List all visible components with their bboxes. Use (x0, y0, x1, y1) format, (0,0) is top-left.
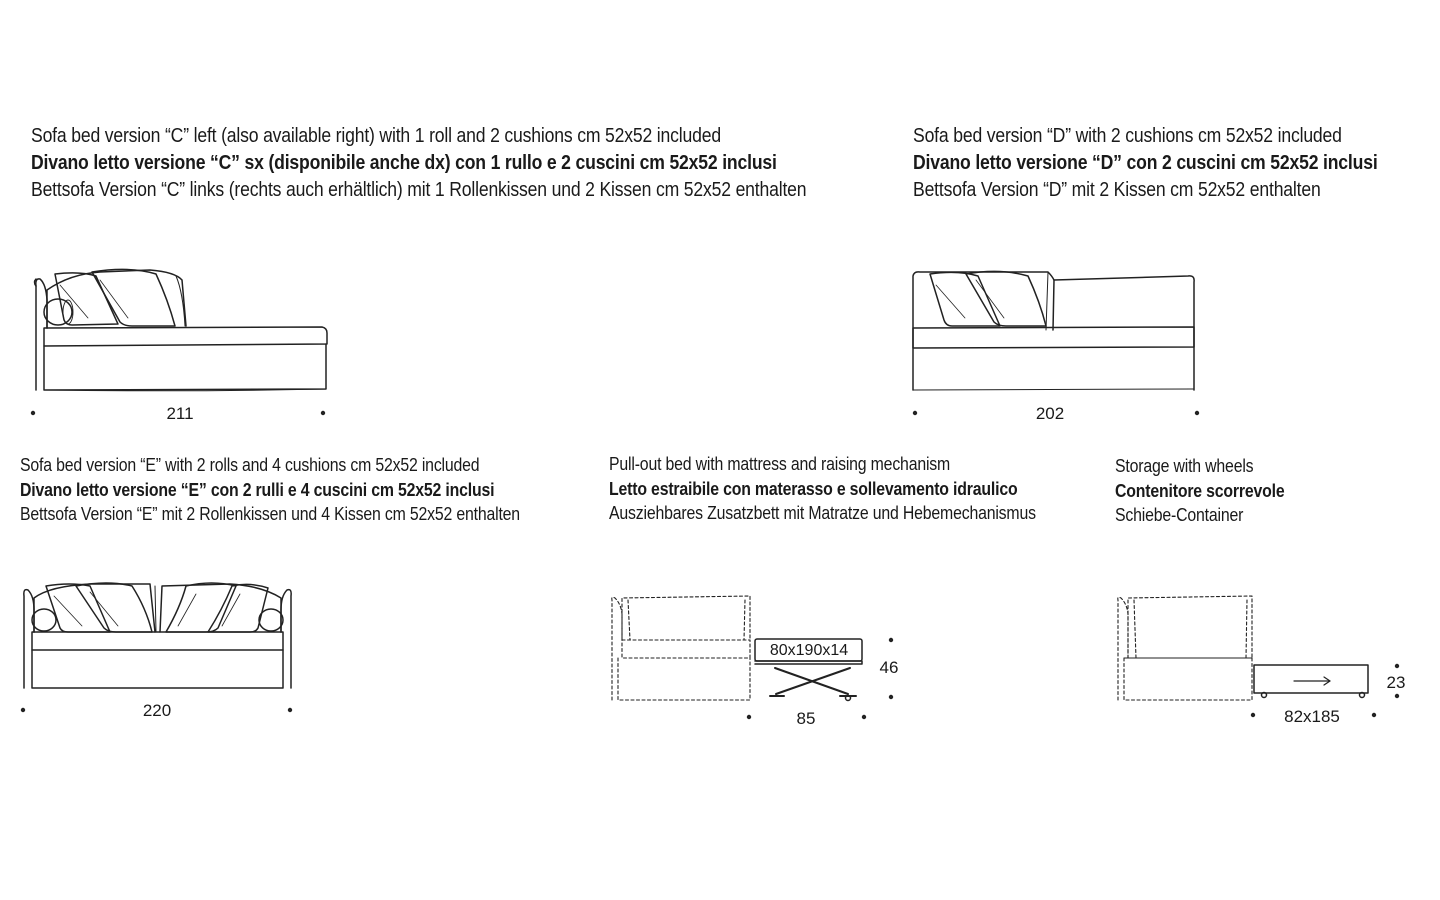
caption-en: Sofa bed version “D” with 2 cushions cm 52x52 included (913, 125, 1342, 147)
caption-de: Ausziehbares Zusatzbett mit Matratze und Hebemechanismus (609, 503, 1036, 523)
dimension-mattress: 80x190x14 (769, 642, 849, 659)
sofa-d-drawing (913, 271, 1194, 390)
sofa-c-drawing (35, 269, 328, 390)
caption-it: Divano letto versione “E” con 2 rulli e 4 cuscini cm 52x52 inclusi (20, 479, 495, 500)
caption-it: Contenitore scorrevole (1115, 480, 1285, 501)
dimension-storage-height: 23 (1386, 673, 1406, 692)
caption-de: Bettsofa Version “C” links (rechts auch erhältlich) mit 1 Rollenkissen und 2 Kissen cm 52x52 enthalten (31, 179, 807, 201)
caption-de: Bettsofa Version “E” mit 2 Rollenkissen und 4 Kissen cm 52x52 enthalten (20, 504, 520, 524)
caption-en: Pull-out bed with mattress and raising mechanism (609, 454, 951, 474)
dimension-e-width: 220 (142, 701, 172, 720)
dimension-c-width: 211 (166, 404, 194, 423)
dimension-pullout-width: 85 (796, 709, 816, 728)
caption-en: Sofa bed version “E” with 2 rolls and 4 cushions cm 52x52 included (20, 455, 480, 475)
sofa-e-drawing (24, 583, 291, 688)
caption-it: Divano letto versione “D” con 2 cuscini cm 52x52 inclusi (913, 152, 1378, 174)
caption-it: Divano letto versione “C” sx (disponibile anche dx) con 1 rullo e 2 cuscini cm 52x52 inclusi (31, 152, 777, 174)
dimension-storage-size: 82x185 (1284, 707, 1340, 726)
dimension-pullout-height: 46 (879, 658, 899, 677)
caption-it: Letto estraibile con materasso e sollevamento idraulico (609, 478, 1018, 499)
caption-en: Sofa bed version “C” left (also available right) with 1 roll and 2 cushions cm 52x52 included (31, 125, 721, 147)
caption-de: Schiebe-Container (1115, 505, 1244, 525)
storage-drawing (1118, 596, 1368, 700)
caption-en: Storage with wheels (1115, 456, 1254, 476)
dimension-markers (21, 411, 1399, 719)
dimension-d-width: 202 (1035, 404, 1065, 423)
caption-de: Bettsofa Version “D” mit 2 Kissen cm 52x52 enthalten (913, 179, 1321, 201)
